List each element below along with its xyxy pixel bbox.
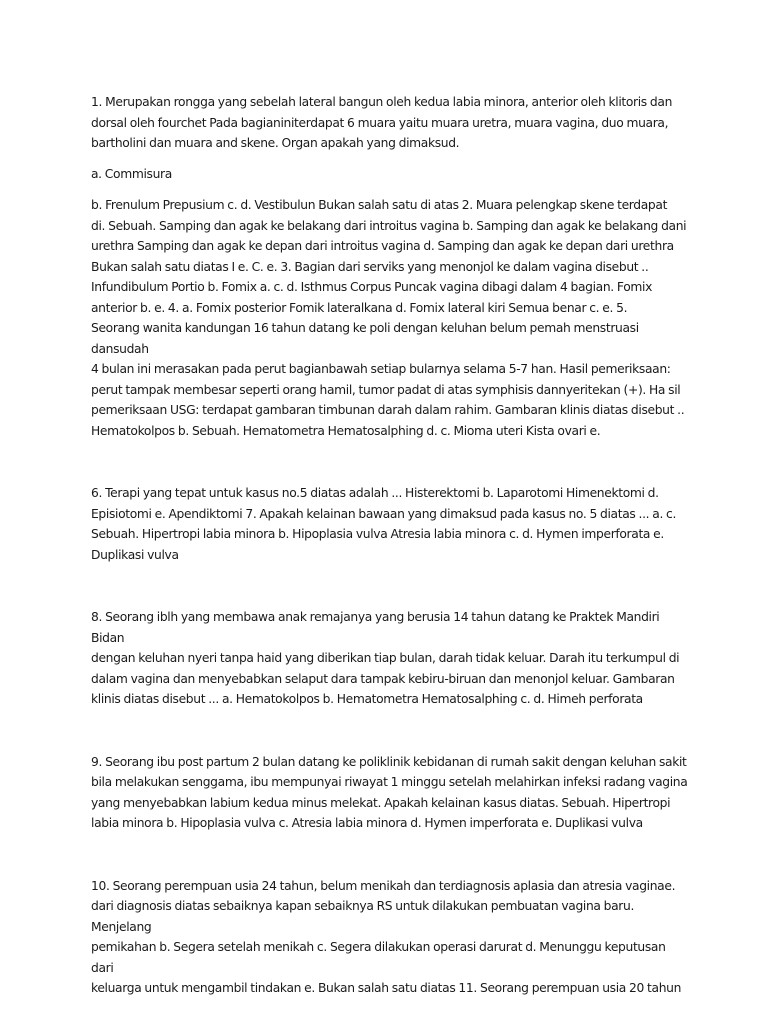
paragraph-spacer: [91, 441, 691, 483]
question-9-paragraph: 9. Seorang ibu post partum 2 bulan datang ke poliklinik kebidanan di rumah sakit dengan keluhan sakit bila melakukan senggama, ibu mempunyai riwayat 1 minggu setelah melahirkan infeksi radang vagina yang menyebabkan labium kedua minus melekat. Apakah kelainan kasus diatas. Sebuah. Hipertropi labia minora b. Hipoplasia vulva c. Atresia labia minora d. Hymen imperforata e. Duplikasi vulva: [91, 754, 688, 830]
question-8-paragraph: 8. Seorang iblh yang membawa anak remajanya yang berusia 14 tahun datang ke Praktek Mandiri Bidan dengan keluhan nyeri tanpa haid yang diberikan tiap bulan, darah tidak keluar. Darah itu terkumpul di dalam vagina dan menyebabkan selaput dara tampak kebiru-biruan dan menonjol keluar. Gambaran klinis diatas disebut ... a. Hematokolpos b. Hematometra Hematosalphing c. d. Himeh perforata: [91, 610, 680, 706]
paragraph-spacer: [91, 710, 691, 752]
question-10-paragraph: 10. Seorang perempuan usia 24 tahun, belum menikah dan terdiagnosis aplasia dan atresia vaginae. dari diagnosis diatas sebaiknya kapan sebaiknya RS untuk dilakukan pembuatan vagina baru. Menjelang pemikahan b. Segera setelah menikah c. Segera dilakukan operasi darurat d. Menunggu keputusan dari keluarga untuk mengambil tindakan e. Bukan salah satu diatas 11. Seorang perempuan usia 20 tahun: [91, 878, 682, 995]
questions-1-5-paragraph: b. Frenulum Prepusium c. d. Vestibulun Bukan salah satu di atas 2. Muara pelengkap skene terdapat di. Sebuah. Samping dan agak ke belakang dari introitus vagina b. Samping dan agak ke belakang dani urethra Samping dan agak ke depan dari introitus vagina d. Samping dan agak ke depan dari urethra Bukan salah satu diatas I e. C. e. 3. Bagian dari serviks yang menonjol ke dalam vagina disebut .. Infundibulum Portio b. Fomix a. c. d. Isthmus Corpus Puncak vagina dibagi dalam 4 bagian. Fomix anterior b. e. 4. a. Fomix posterior Fomik lateralkana d. Fomix lateral kiri Semua benar c. e. 5. Seorang wanita kandungan 16 tahun datang ke poli dengan keluhan belum pemah menstruasi dansudah 4 bulan ini merasakan pada perut bagianbawah setiap bularnya selama 5-7 han. Hasil pemeriksaan: perut tampak membesar seperti orang hamil, tumor padat di atas symphisis dannyeritekan (+). Ha sil pemeriksaan USG: terdapat gambaran timbunan darah dalam rahim. Gambaran klinis diatas disebut .. Hematokolpos b. Sebuah. Hematometra Hematosalphing d. c. Mioma uteri Kista ovari e.: [91, 198, 687, 438]
document-body: [91, 92, 691, 999]
questions-6-7-paragraph: 6. Terapi yang tepat untuk kasus no.5 diatas adalah ... Histerektomi b. Laparotomi Himenektomi d. Episiotomi e. Apendiktomi 7. Apakah kelainan bawaan yang dimaksud pada kasus no. 5 diatas ... a. c. Sebuah. Hipertropi labia minora b. Hipoplasia vulva Atresia labia minora c. d. Hymen imperforata e. Duplikasi vulva: [91, 486, 677, 562]
paragraph-spacer: [91, 154, 691, 165]
paragraph-spacer: [91, 565, 691, 607]
paragraph-spacer: [91, 185, 691, 196]
question-1-paragraph: 1. Merupakan rongga yang sebelah lateral bangun oleh kedua labia minora, anterior oleh klitoris dan dorsal oleh fourchet Pada bagianiniterdapat 6 muara yaitu muara uretra, muara vagina, duo muara, bartholini dan muara and skene. Organ apakah yang dimaksud.: [91, 95, 673, 150]
option-a-paragraph: a. Commisura: [91, 167, 172, 181]
paragraph-spacer: [91, 834, 691, 876]
